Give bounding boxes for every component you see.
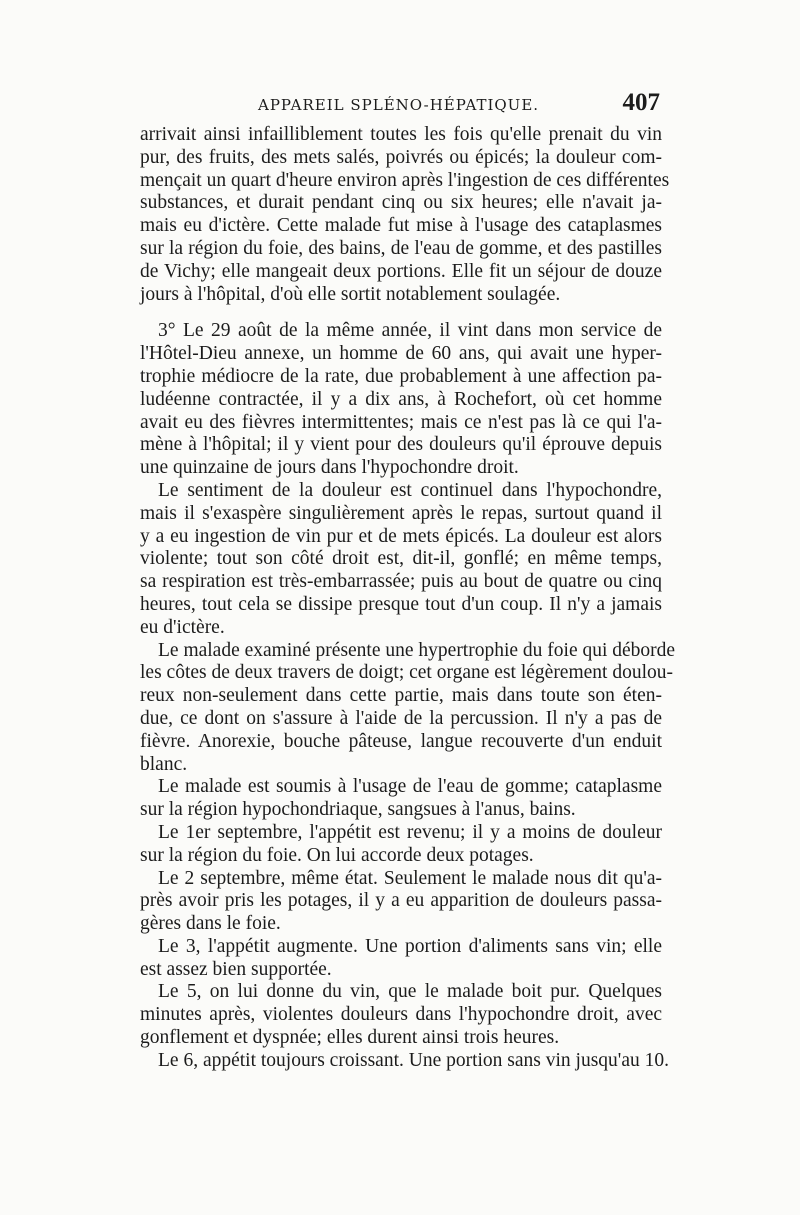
text-line: Le malade examiné présente une hypertrophie du foie qui déborde [158, 639, 676, 661]
text-line: Le 2 septembre, même état. Seulement le malade nous dit qu'a- [158, 867, 662, 889]
text-line: ludéenne contractée, il y a dix ans, à Rochefort, où cet homme [140, 388, 662, 410]
text-line: mençait un quart d'heure environ après l'ingestion de ces différentes [140, 169, 670, 191]
text-line: violente; tout son côté droit est, dit-il, gonflé; en même temps, [140, 548, 662, 570]
page-header [140, 89, 660, 124]
text-line: minutes après, violentes douleurs dans l'hypochondre droit, avec [140, 1004, 662, 1026]
text-line: est assez bien supportée. [140, 958, 332, 980]
text-line: gères dans le foie. [140, 913, 281, 935]
text-line: blanc. [140, 753, 188, 775]
text-line: mais eu d'ictère. Cette malade fut mise à l'usage des cataplasmes [140, 215, 662, 237]
text-line: mais il s'exaspère singulièrement après le repas, surtout quand il [140, 502, 662, 524]
paragraph-gap [140, 306, 662, 320]
text-line: Le 6, appétit toujours croissant. Une portion sans vin jusqu'au 10. [158, 1049, 669, 1071]
text-line: jours à l'hôpital, d'où elle sortit notablement soulagée. [140, 283, 561, 305]
text-line: reux non-seulement dans cette partie, mais dans toute son éten- [140, 685, 662, 707]
text-line: heures, tout cela se dissipe presque tout d'un coup. Il n'y a jamais [140, 593, 662, 615]
text-line: sur la région du foie. On lui accorde deux potages. [140, 844, 534, 866]
text-line: y a eu ingestion de vin pur et de mets épicés. La douleur est alors [140, 525, 662, 547]
text-line: arrivait ainsi infailliblement toutes les fois qu'elle prenait du vin [140, 124, 662, 145]
text-line: près avoir pris les potages, il y a eu apparition de douleurs passa- [140, 890, 662, 912]
text-line: de Vichy; elle mangeait deux portions. Elle fit un séjour de douze [140, 260, 662, 282]
text-line: une quinzaine de jours dans l'hypochondre droit. [140, 457, 519, 479]
text-line: trophie médiocre de la rate, due probablement à une affection pa- [140, 365, 662, 387]
text-line: mène à l'hôpital; il y vient pour des douleurs qu'il éprouve depuis [140, 434, 662, 456]
text-line: pur, des fruits, des mets salés, poivrés ou épicés; la douleur com- [140, 146, 662, 168]
text-line: sur la région du foie, des bains, de l'eau de gomme, et des pastilles [140, 237, 662, 259]
text-line: Le sentiment de la douleur est continuel dans l'hypochondre, [158, 479, 662, 501]
running-title: APPAREIL SPLÉNO-HÉPATIQUE. [258, 96, 540, 114]
text-line: Le 3, l'appétit augmente. Une portion d'aliments sans vin; elle [158, 935, 662, 957]
text-line: due, ce dont on s'assure à l'aide de la percussion. Il n'y a pas de [140, 707, 662, 729]
text-line: avait eu des fièvres intermittentes; mais ce n'est pas là ce qui l'a- [140, 411, 662, 433]
text-line: gonflement et dyspnée; elles durent ainsi trois heures. [140, 1027, 560, 1049]
page-number: 407 [622, 89, 660, 116]
body-text [140, 124, 676, 1073]
text-line: Le 1er septembre, l'appétit est revenu; il y a moins de douleur [158, 821, 662, 843]
text-line: Le malade est soumis à l'usage de l'eau de gomme; cataplasme [158, 776, 662, 798]
text-line: les côtes de deux travers de doigt; cet organe est légèrement doulou- [140, 662, 673, 684]
text-line: fièvre. Anorexie, bouche pâteuse, langue recouverte d'un enduit [140, 730, 662, 752]
text-line: sa respiration est très-embarrassée; puis au bout de quatre ou cinq [140, 571, 662, 593]
text-line: sur la région hypochondriaque, sangsues à l'anus, bains. [140, 799, 576, 821]
text-line: eu d'ictère. [140, 616, 225, 638]
text-line: 3° Le 29 août de la même année, il vint dans mon service de [158, 320, 662, 342]
text-line: Le 5, on lui donne du vin, que le malade boit pur. Quelques [158, 981, 662, 1003]
text-line: l'Hôtel-Dieu annexe, un homme de 60 ans, qui avait une hyper- [140, 343, 662, 365]
text-line: substances, et durait pendant cinq ou six heures; elle n'avait ja- [140, 192, 662, 214]
